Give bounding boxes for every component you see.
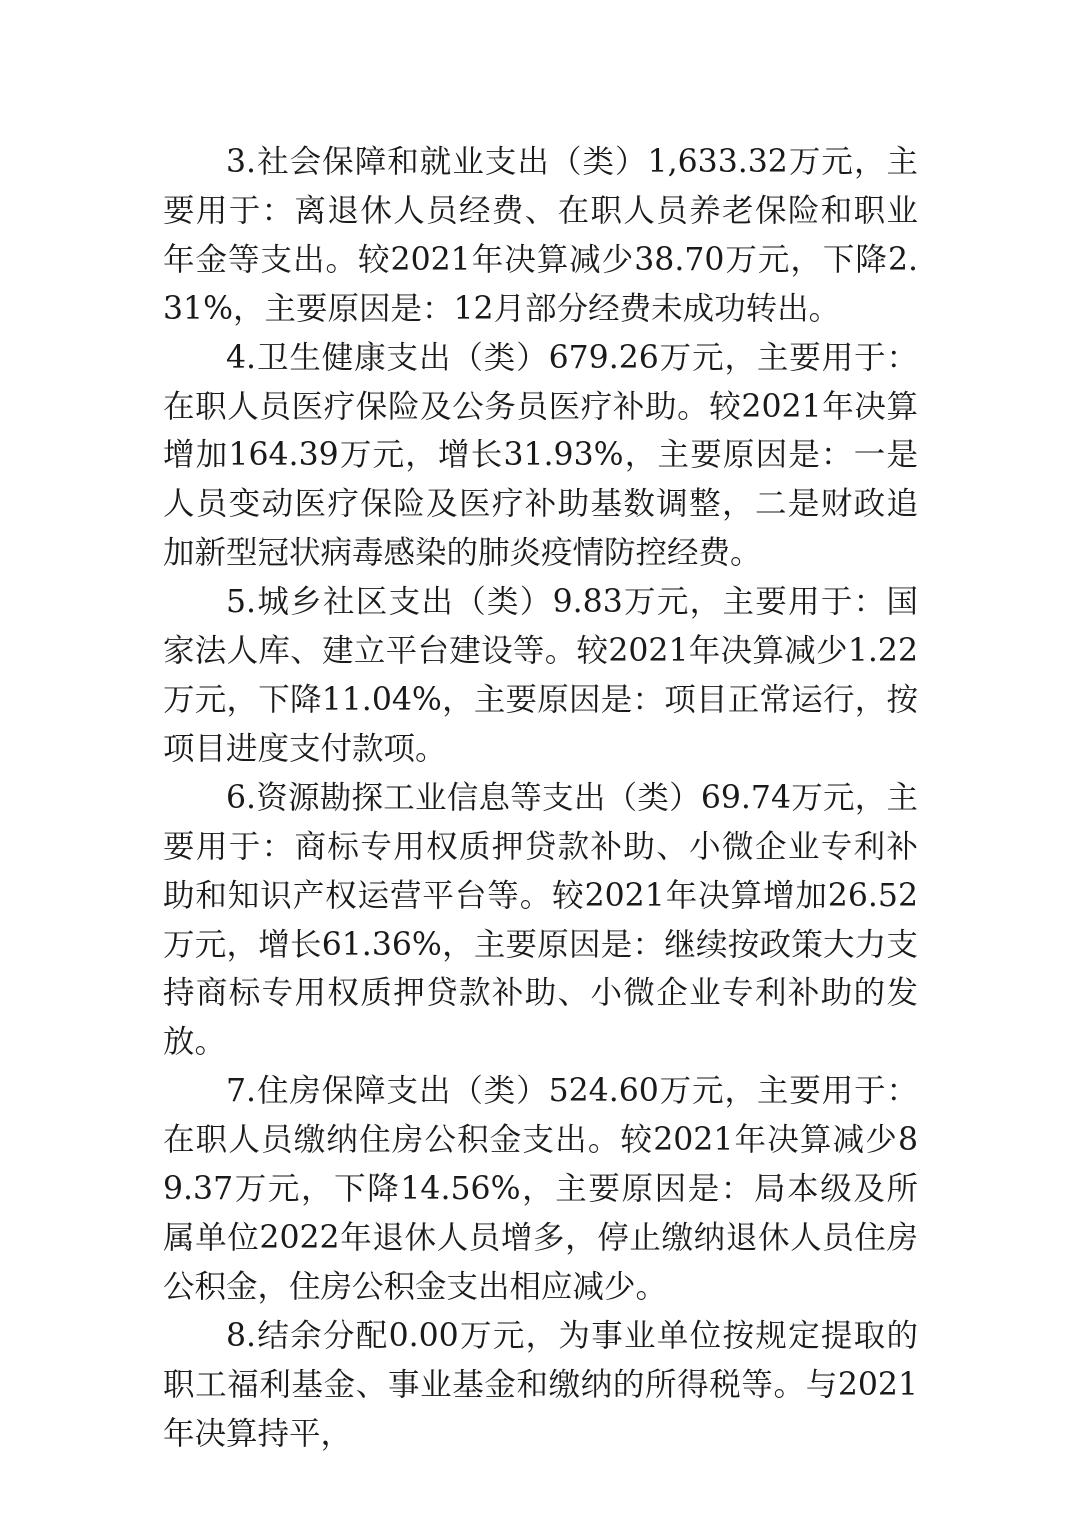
paragraph-resource-exploration: 6.资源勘探工业信息等支出（类）69.74万元，主要用于：商标专用权质押贷款补助、小微企业专利补助和知识产权运营平台等。较2021年决算增加26.52万元，增长61.36%，主要原因是：继续按政策大力支持商标专用权质押贷款补助、小微企业专利补助的发放。 (163, 779, 918, 1061)
paragraph-health: 4.卫生健康支出（类）679.26万元，主要用于：在职人员医疗保险及公务员医疗补助。较2021年决算增加164.39万元，增长31.93%，主要原因是：一是人员变动医疗保险及医疗补助基数调整，二是财政追加新型冠状病毒感染的肺炎疫情防控经费。 (163, 339, 918, 572)
document-body (163, 138, 918, 1458)
paragraph-urban-rural-community: 5.城乡社区支出（类）9.83万元，主要用于：国家法人库、建立平台建设等。较2021年决算减少1.22万元，下降11.04%，主要原因是：项目正常运行，按项目进度支付款项。 (163, 584, 918, 767)
paragraph-surplus-distribution: 8.结余分配0.00万元，为事业单位按规定提取的职工福利基金、事业基金和缴纳的所得税等。与2021年决算持平， (163, 1317, 918, 1452)
paragraph-housing: 7.住房保障支出（类）524.60万元，主要用于：在职人员缴纳住房公积金支出。较2021年决算减少89.37万元，下降14.56%，主要原因是：局本级及所属单位2022年退休人员增多，停止缴纳退休人员住房公积金，住房公积金支出相应减少。 (163, 1073, 918, 1305)
paragraph-social-security: 3.社会保障和就业支出（类）1,633.32万元，主要用于：离退休人员经费、在职人员养老保险和职业年金等支出。较2021年决算减少38.70万元，下降2.31%，主要原因是：12月部分经费未成功转出。 (163, 144, 918, 327)
